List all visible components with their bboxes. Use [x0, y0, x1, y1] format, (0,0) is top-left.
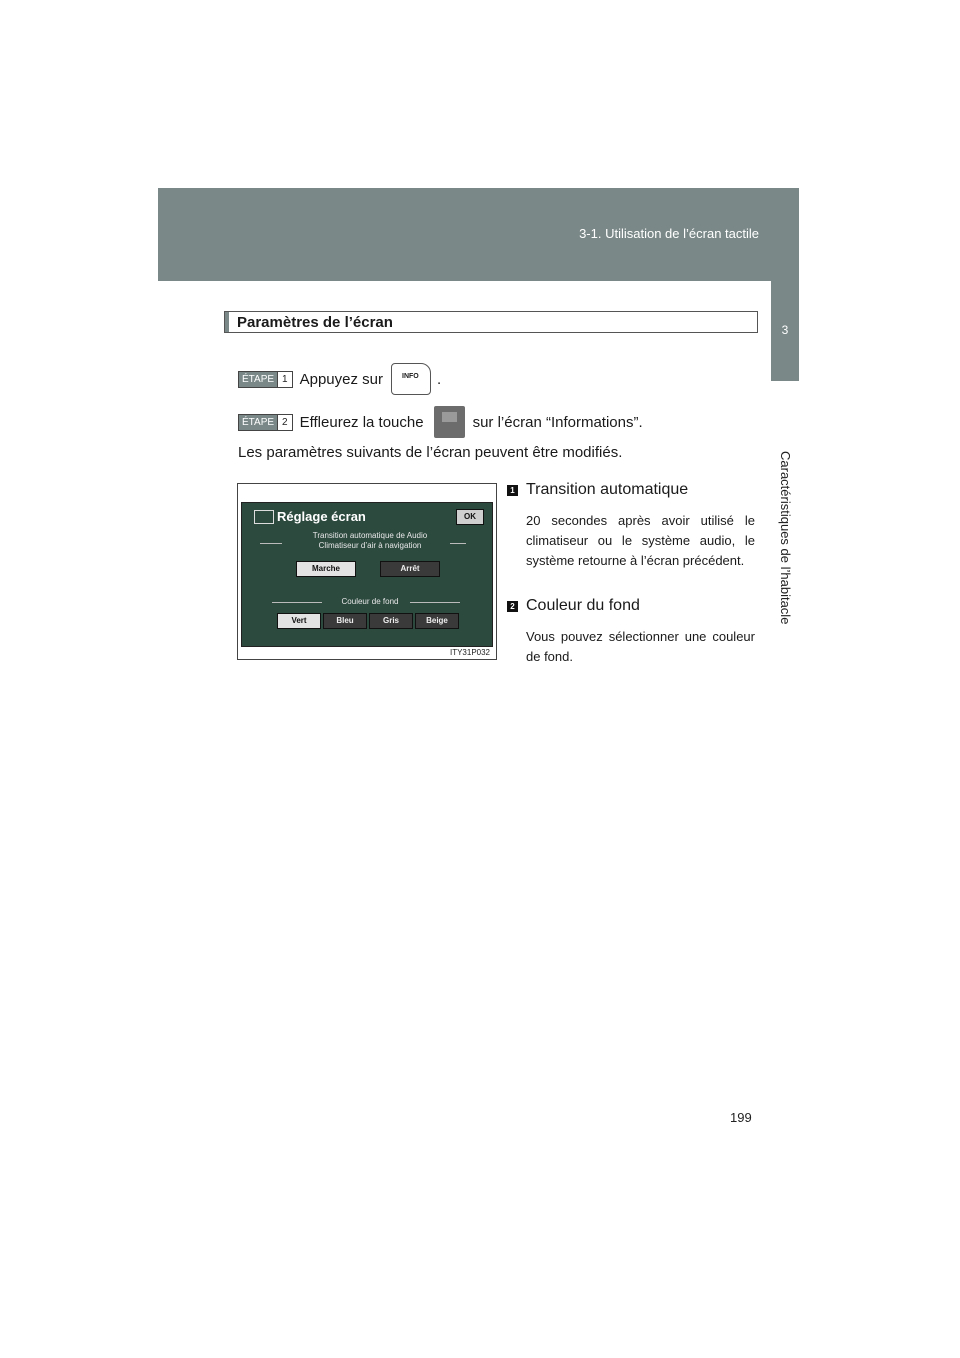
screen-title: Réglage écran	[277, 509, 366, 524]
subheading: Paramètres de l’écran	[224, 311, 758, 333]
step-1	[238, 363, 441, 395]
screen-color-beige: Beige	[415, 613, 459, 629]
item-title: Transition automatique	[526, 481, 689, 498]
chapter-tab	[771, 281, 799, 941]
chapter-number: 3	[781, 323, 789, 337]
step-text: Effleurez la touche	[299, 413, 424, 431]
page-number: 199	[730, 1110, 752, 1125]
screen-ok-button: OK	[456, 509, 484, 525]
screen-color-bleu: Bleu	[323, 613, 367, 629]
screen-color-gris: Gris	[369, 613, 413, 629]
screen-btn-on: Marche	[296, 561, 356, 577]
screen-subtitle-1a: Transition automatique de Audio	[312, 531, 428, 540]
chapter-label: Caractéristiques de l’habitacle	[778, 451, 793, 625]
screen-btn-off: Arrêt	[380, 561, 440, 577]
screen-figure	[237, 483, 497, 660]
item-body: 20 secondes après avoir utilisé le climatiseur ou le système audio, le système retourne à l’écran précédent.	[526, 513, 755, 568]
screen-image	[241, 502, 493, 647]
item-marker: 2	[507, 601, 518, 612]
figure-caption: ITY31P032	[449, 648, 490, 657]
screen-menu-icon	[254, 510, 274, 524]
screen-color-vert: Vert	[277, 613, 321, 629]
step-badge: ÉTAPE 2	[238, 414, 293, 431]
item-body: Vous pouvez sélectionner une couleur de fond.	[526, 629, 755, 664]
screen-subtitle-2: Couleur de fond	[341, 597, 399, 606]
step-text-end: .	[437, 370, 442, 388]
item-marker: 1	[507, 485, 518, 496]
step-text: Appuyez sur	[299, 370, 383, 388]
display-settings-key-icon	[434, 406, 465, 438]
info-button-icon: INFO	[391, 363, 431, 395]
chapter-number-box	[771, 281, 799, 381]
step-badge: ÉTAPE 1	[238, 371, 293, 388]
header-band	[158, 188, 799, 281]
step-2	[238, 406, 643, 438]
item-title: Couleur du fond	[526, 597, 640, 614]
intro-paragraph: Les paramètres suivants de l’écran peuvent être modifiés.	[238, 444, 623, 461]
screen-subtitle-1b: Climatiseur d’air à navigation	[318, 541, 422, 550]
step-text-end: sur l’écran “Informations”.	[472, 413, 643, 431]
section-title: 3-1. Utilisation de l’écran tactile	[579, 226, 759, 241]
